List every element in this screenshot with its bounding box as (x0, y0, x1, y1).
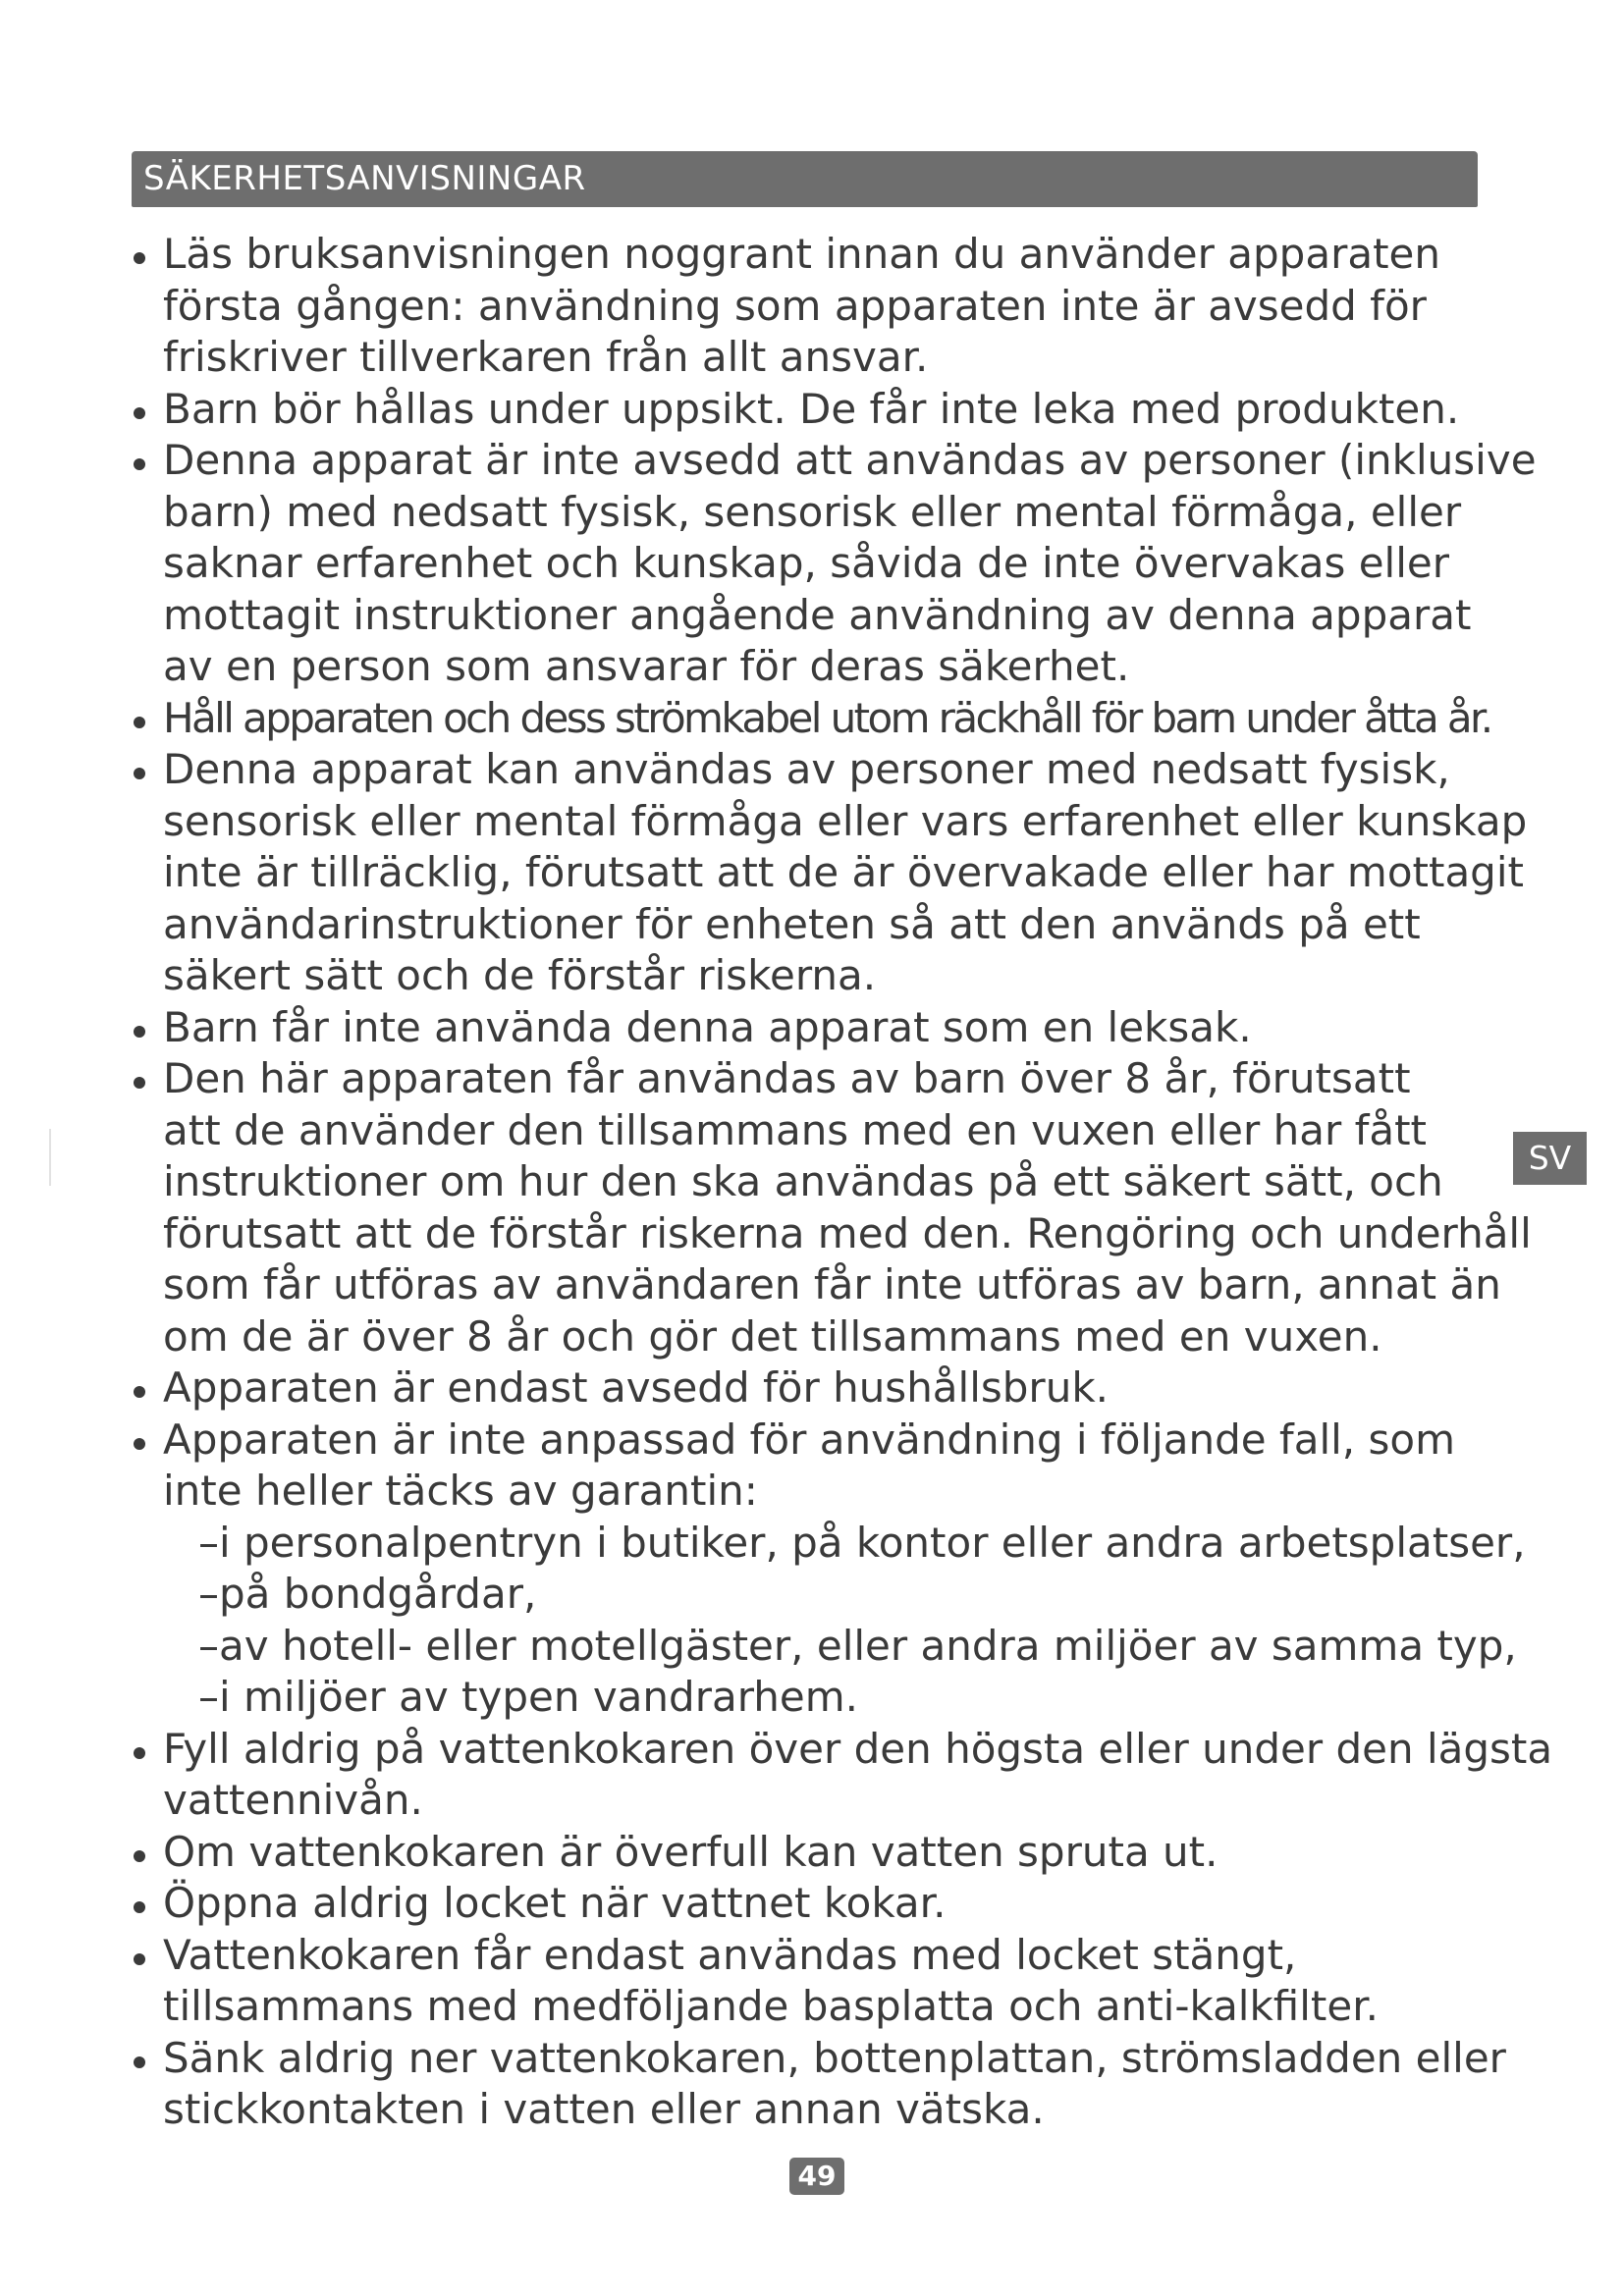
bullet-text-line: Öppna aldrig locket när vattnet kokar. (163, 1879, 947, 1927)
bullet-text-line: tillsammans med medföljande basplatta och anti-kalkfilter. (163, 1982, 1379, 2030)
bullet-text-line: stickkontakten i vatten eller annan vätska. (163, 2085, 1045, 2133)
bullet-item (132, 1724, 1553, 1827)
bullet-text-line: Håll apparaten och dess strömkabel utom räckhåll för barn under åtta år. (163, 693, 1491, 742)
bullet-item (132, 744, 1528, 1002)
bullet-item (132, 1362, 1506, 1415)
bullet-text-line: Apparaten är inte anpassad för användning i följande fall, som (163, 1415, 1455, 1464)
bullet-text-line: första gången: användning som apparaten inte är avsedd för (163, 281, 1427, 330)
bullet-text-line: vattennivån. (163, 1776, 423, 1824)
bullet-text-line: barn) med nedsatt fysisk, sensorisk eller mental förmåga, eller (163, 487, 1462, 536)
bullet-text-line: Vattenkokaren får endast användas med locket stängt, (163, 1930, 1297, 1979)
bullet-item (132, 435, 1537, 693)
bullet-text-line: inte heller täcks av garantin: (163, 1467, 758, 1515)
bullet-text-line: Sänk aldrig ner vattenkokaren, bottenplattan, strömsladden eller (163, 2033, 1506, 2082)
page-number (789, 2158, 844, 2195)
bullet-text-line: användarinstruktioner för enheten så att den används på ett (163, 899, 1421, 948)
bullet-text-line: instruktioner om hur den ska användas på ett säkert sätt, och (163, 1157, 1443, 1205)
exception-item: –av hotell- eller motellgäster, eller andra miljöer av samma typ, (198, 1621, 1517, 1670)
bullet-text-line: Den här apparaten får användas av barn över 8 år, förutsatt (163, 1054, 1411, 1102)
bullet-text-line: Barn bör hållas under uppsikt. De får inte leka med produkten. (163, 384, 1460, 433)
bullet-text-line: Läs bruksanvisningen noggrant innan du använder apparaten (163, 230, 1440, 278)
margin-divider (49, 1129, 51, 1186)
bullet-item (132, 229, 1506, 384)
bullet-item (132, 1415, 1506, 1518)
language-tab (1513, 1132, 1587, 1185)
bullet-text-line: Om vattenkokaren är överfull kan vatten spruta ut. (163, 1827, 1218, 1876)
section-title: SÄKERHETSANVISNINGAR (143, 159, 586, 198)
page-number-label: 49 (797, 2160, 837, 2192)
bullet-text-line: saknar erfarenhet och kunskap, såvida de inte övervakas eller (163, 539, 1449, 587)
bullet-text-line: som får utföras av användaren får inte utföras av barn, annat än (163, 1260, 1501, 1308)
section-header (132, 151, 1478, 207)
bullet-text-line: Barn får inte använda denna apparat som en leksak. (163, 1002, 1252, 1051)
bullet-text-line: Apparaten är endast avsedd för hushållsbruk. (163, 1363, 1109, 1412)
exception-list (132, 1518, 1526, 1724)
safety-instructions-list (132, 229, 1553, 2136)
exception-item: –på bondgårdar, (198, 1570, 537, 1618)
bullet-text-line: av en person som ansvarar för deras säkerhet. (163, 642, 1130, 690)
language-tab-label: SV (1528, 1139, 1572, 1177)
bullet-text-line: Denna apparat är inte avsedd att användas av personer (inklusive (163, 436, 1537, 484)
bullet-item (132, 2033, 1506, 2136)
bullet-item (132, 1053, 1532, 1362)
exception-item: –i miljöer av typen vandrarhem. (198, 1673, 858, 1721)
bullet-text-line: att de använder den tillsammans med en vuxen eller har fått (163, 1105, 1428, 1154)
bullet-text-line: mottagit instruktioner angående användning av denna apparat (163, 590, 1472, 639)
bullet-text-line: säkert sätt och de förstår riskerna. (163, 951, 877, 999)
bullet-text-line: inte är tillräcklig, förutsatt att de är övervakade eller har mottagit (163, 848, 1524, 896)
bullet-item (132, 693, 1506, 745)
bullet-item (132, 384, 1506, 436)
bullet-item (132, 1878, 1506, 1930)
bullet-item (132, 1827, 1506, 1879)
bullet-text-line: om de är över 8 år och gör det tillsammans med en vuxen. (163, 1311, 1382, 1361)
bullet-text-line: sensorisk eller mental förmåga eller vars erfarenhet eller kunskap (163, 796, 1528, 845)
bullet-item (132, 1930, 1506, 2033)
bullet-text-line: friskriver tillverkaren från allt ansvar. (163, 333, 929, 381)
exception-item: –i personalpentryn i butiker, på kontor eller andra arbetsplatser, (198, 1518, 1526, 1567)
bullet-text-line: Fyll aldrig på vattenkokaren över den högsta eller under den lägsta (163, 1724, 1553, 1773)
bullet-item (132, 1002, 1506, 1054)
bullet-text-line: förutsatt att de förstår riskerna med den. Rengöring och underhåll (163, 1208, 1532, 1257)
bullet-text-line: Denna apparat kan användas av personer med nedsatt fysisk, (163, 745, 1450, 793)
